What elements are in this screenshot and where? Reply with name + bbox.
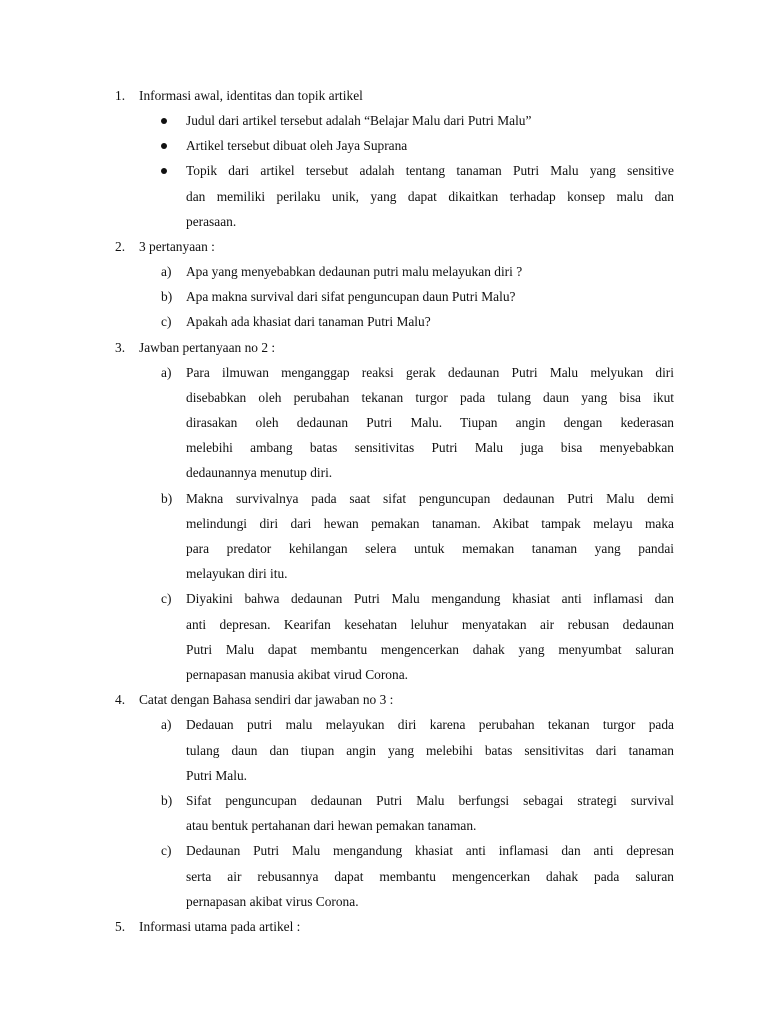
sub-item-text: Para ilmuwan menganggap reaksi gerak dedaunan Putri Malu melyukan diri [186,365,674,380]
sub-marker: b) [161,793,173,808]
list-number: 3. [115,340,126,355]
sub-marker: c) [161,843,172,858]
sub-item-text: serta air rebusannya dapat membantu mengencerkan dahak pada saluran [186,869,674,884]
sub-item-text: pernapasan manusia akibat virud Corona. [186,667,408,682]
sub-marker: a) [161,717,172,732]
sub-item-text: Putri Malu dapat membantu mengencerkan dahak yang menyumbat saluran [186,642,674,657]
sub-item-text: Diyakini bahwa dedaunan Putri Malu mengandung khasiat anti inflamasi dan [186,591,674,606]
list-item-title: 3 pertanyaan : [139,239,215,254]
list-item-title: Informasi awal, identitas dan topik artikel [139,88,363,103]
list-number: 5. [115,919,126,934]
bullet-text: Artikel tersebut dibuat oleh Jaya Suprana [186,138,408,153]
sub-marker: c) [161,591,172,606]
sub-item-text: Apakah ada khasiat dari tanaman Putri Malu? [186,314,431,329]
sub-item-text: melayukan diri itu. [186,566,288,581]
bullet-text: Topik dari artikel tersebut adalah tentang tanaman Putri Malu yang sensitive [186,163,674,178]
sub-item-text: pernapasan akibat virus Corona. [186,894,359,909]
sub-item-text: Sifat penguncupan dedaunan Putri Malu berfungsi sebagai strategi survival [186,793,674,808]
sub-item-text: Makna survivalnya pada saat sifat penguncupan dedaunan Putri Malu demi [186,491,674,506]
sub-item-text: disebabkan oleh perubahan tekanan turgor pada tulang daun yang bisa ikut [186,390,674,405]
sub-marker: c) [161,314,172,329]
sub-marker: a) [161,264,172,279]
sub-item-text: anti depresan. Kearifan kesehatan leluhur menyatakan air rebusan dedaunan [186,617,674,632]
sub-item-text: tulang daun dan tiupan angin yang melebihi batas sensitivitas dari tanaman [186,743,674,758]
sub-item-text: melindungi diri dari hewan pemakan tanaman. Akibat tampak melayu maka [186,516,674,531]
list-number: 1. [115,88,126,103]
sub-item-text: dedaunannya menutup diri. [186,465,333,480]
sub-item-text: melebihi ambang batas sensitivitas Putri Malu juga bisa menyebabkan [186,440,674,455]
bullet-icon [161,118,167,124]
list-item-title: Jawban pertanyaan no 2 : [139,340,276,355]
bullet-text: dan memiliki perilaku unik, yang dapat dikaitkan terhadap konsep malu dan [186,189,674,204]
sub-item-text: Apa makna survival dari sifat penguncupan daun Putri Malu? [186,289,516,304]
sub-marker: b) [161,491,173,506]
bullet-icon [161,143,167,149]
sub-item-text: dirasakan oleh dedaunan Putri Malu. Tiupan angin dengan kederasan [186,415,674,430]
sub-item-text: Apa yang menyebabkan dedaunan putri malu melayukan diri ? [186,264,523,279]
sub-marker: a) [161,365,172,380]
sub-marker: b) [161,289,173,304]
sub-item-text: atau bentuk pertahanan dari hewan pemakan tanaman. [186,818,477,833]
list-number: 2. [115,239,126,254]
bullet-text: perasaan. [186,214,237,229]
list-number: 4. [115,692,126,707]
sub-item-text: Putri Malu. [186,768,248,783]
bullet-text: Judul dari artikel tersebut adalah “Belajar Malu dari Putri Malu” [186,113,532,128]
sub-item-text: para predator kehilangan selera untuk memakan tanaman yang pandai [186,541,674,556]
sub-item-text: Dedauan putri malu melayukan diri karena perubahan tekanan turgor pada [186,717,674,732]
list-item-title: Catat dengan Bahasa sendiri dar jawaban no 3 : [139,692,394,707]
bullet-icon [161,168,167,174]
list-item-title: Informasi utama pada artikel : [139,919,301,934]
sub-item-text: Dedaunan Putri Malu mengandung khasiat anti inflamasi dan anti depresan [186,843,674,858]
